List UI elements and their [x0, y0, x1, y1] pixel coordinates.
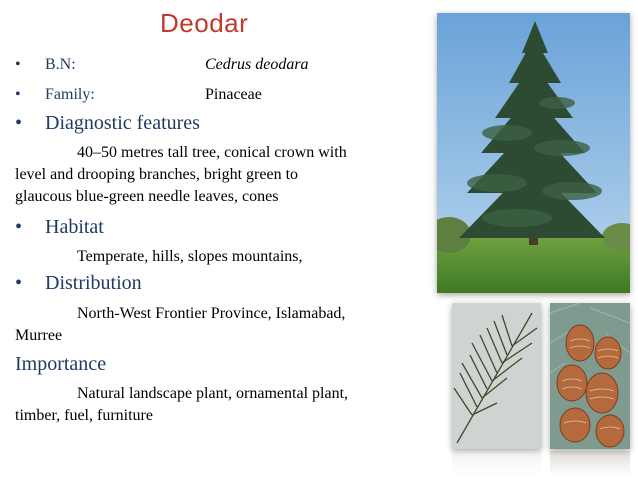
distribution-heading-row — [15, 272, 142, 295]
botanical-name-value: Cedrus deodara — [205, 56, 309, 73]
botanical-name-row — [15, 56, 309, 74]
deodar-tree-photo — [437, 13, 630, 293]
slide-title: Deodar — [160, 8, 249, 38]
importance-line: Natural landscape plant, ornamental plant, — [77, 385, 349, 402]
diagnostic-text — [15, 142, 445, 208]
needle-branch-photo — [452, 303, 541, 449]
bullet: • — [15, 86, 21, 103]
bullet: • — [15, 272, 23, 294]
diagnostic-line: 40–50 metres tall tree, conical crown with — [77, 144, 347, 161]
distribution-heading: Distribution — [45, 272, 142, 294]
importance-heading: Importance — [15, 353, 107, 375]
diagnostic-heading-row — [15, 112, 200, 135]
bullet: • — [15, 56, 21, 73]
family-row — [15, 86, 262, 104]
bullet: • — [15, 216, 23, 238]
importance-line: timber, fuel, furniture — [15, 407, 153, 424]
habitat-text — [15, 246, 445, 268]
cones-photo-reflection — [550, 451, 630, 476]
distribution-line: Murree — [15, 327, 63, 344]
habitat-line: Temperate, hills, slopes mountains, — [77, 248, 303, 265]
bullet: • — [15, 112, 23, 134]
distribution-line: North-West Frontier Province, Islamabad, — [77, 305, 346, 322]
family-label: Family: — [45, 86, 95, 103]
diagnostic-line: glaucous blue-green needle leaves, cones — [15, 188, 279, 205]
diagnostic-heading: Diagnostic features — [45, 112, 200, 134]
needle-photo-reflection — [452, 451, 541, 476]
importance-text — [15, 383, 445, 427]
habitat-heading-row — [15, 216, 104, 239]
tree-image — [437, 13, 630, 293]
distribution-text — [15, 303, 445, 347]
cones-image — [550, 303, 630, 449]
cones-photo — [550, 303, 630, 449]
importance-heading-row — [15, 353, 106, 376]
diagnostic-line: level and drooping branches, bright green to — [15, 166, 299, 183]
family-value: Pinaceae — [205, 86, 262, 103]
habitat-heading: Habitat — [45, 216, 104, 238]
botanical-name-label: B.N: — [45, 56, 76, 73]
needles-image — [452, 303, 541, 449]
